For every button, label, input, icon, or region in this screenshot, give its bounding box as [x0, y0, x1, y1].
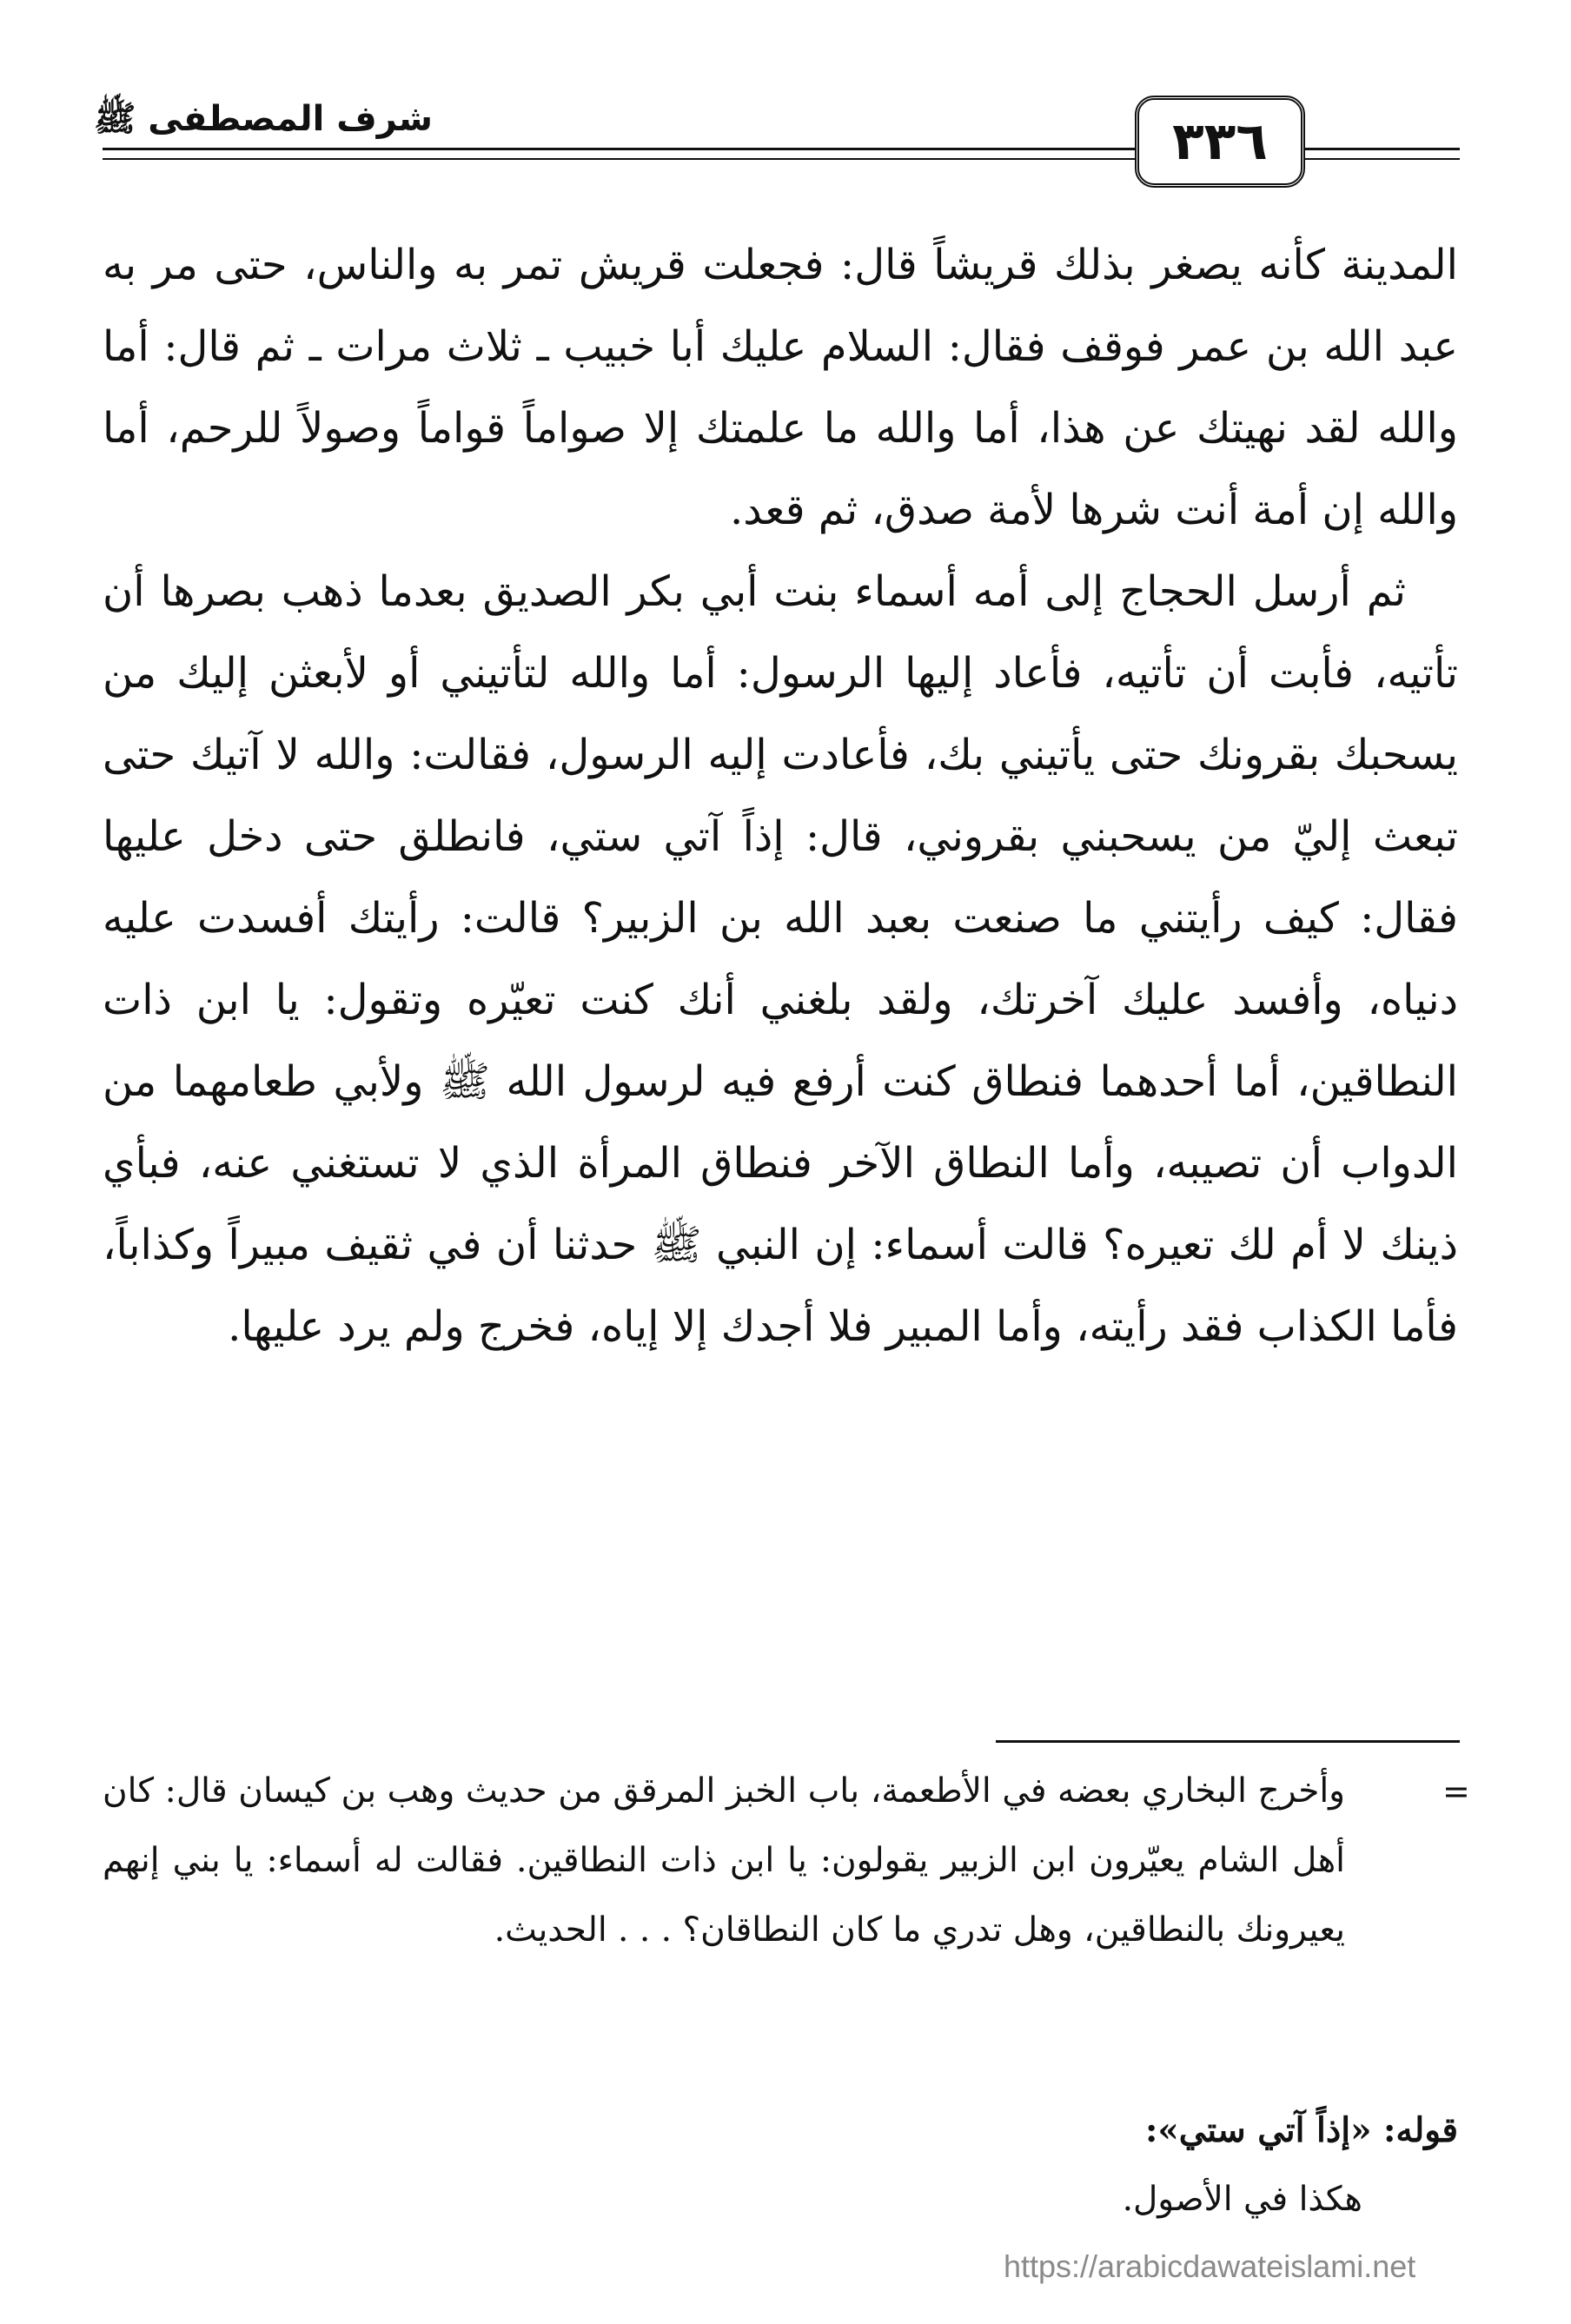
page-header — [93, 87, 1460, 200]
footnote-note-text: هكذا في الأصول. — [1122, 2180, 1362, 2219]
footnote-note — [103, 2096, 1458, 2235]
watermark-url: https://arabicdawateislami.net — [1004, 2248, 1416, 2284]
paragraph-1: المدينة كأنه يصغر بذلك قريشاً قال: فجعلت قريش تمر به والناس، حتى مر به عبد الله بن عمر فوقف فقال: السلام عليك أبا خبيب ـ ثلاث مرات ـ ثم قال: أما والله لقد نهيتك عن هذا، أما والله ما علمتك إلا صواماً قواماً وصولاً للرحم، أما والله إن أمة أنت شرها لأمة صدق، ثم قعد. — [103, 241, 1458, 534]
footnote-text: وأخرج البخاري بعضه في الأطعمة، باب الخبز المرقق من حديث وهب بن كيسان قال: كان أهل الشام يعيّرون ابن الزبير يقولون: يا ابن ذات النطاقين. فقالت له أسماء: يا بني إنهم يعيرونك بالنطاقين، وهل تدري ما كان النطاقان؟ . . . الحديث. — [103, 1771, 1345, 1950]
running-title: شرف المصطفى ﷺ — [93, 99, 433, 139]
footnote-separator — [996, 1740, 1460, 1743]
main-text — [103, 224, 1458, 1367]
footnote-continuation-marker: = — [1442, 1772, 1470, 1811]
footnote-note-label: قوله: «إذاً آتي ستي»: — [1144, 2110, 1458, 2150]
paragraph-2: ثم أرسل الحجاج إلى أمه أسماء بنت أبي بكر الصديق بعدما ذهب بصرها أن تأتيه، فأبت أن تأتيه، فأعاد إليها الرسول: أما والله لتأتيني أو لأبعثن إليك من يسحبك بقرونك حتى يأتيني بك، فأعادت إليه الرسول، فقالت: والله لا آتيك حتى تبعث إليّ من يسحبني بقروني، قال: إذاً آتي ستي، فانطلق حتى دخل عليها فقال: كيف رأيتني ما صنعت بعبد الله بن الزبير؟ قالت: رأيتك أفسدت عليه دنياه، وأفسد عليك آخرتك، ولقد بلغني أنك كنت تعيّره وتقول: يا ابن ذات النطاقين، أما أحدهما فنطاق كنت أرفع فيه لرسول الله ﷺ ولأبي طعامهما من الدواب أن تصيبه، وأما النطاق الآخر فنطاق المرأة الذي لا تستغني عنه، فبأي ذينك لا أم لك تعيره؟ قالت أسماء: إن النبي ﷺ حدثنا أن في ثقيف مبيراً وكذاباً، فأما الكذاب فقد رأيته، وأما المبير فلا أجدك إلا إياه، فخرج ولم يرد عليها. — [103, 567, 1458, 1351]
page-number: ٣٣٦ — [1135, 96, 1305, 188]
